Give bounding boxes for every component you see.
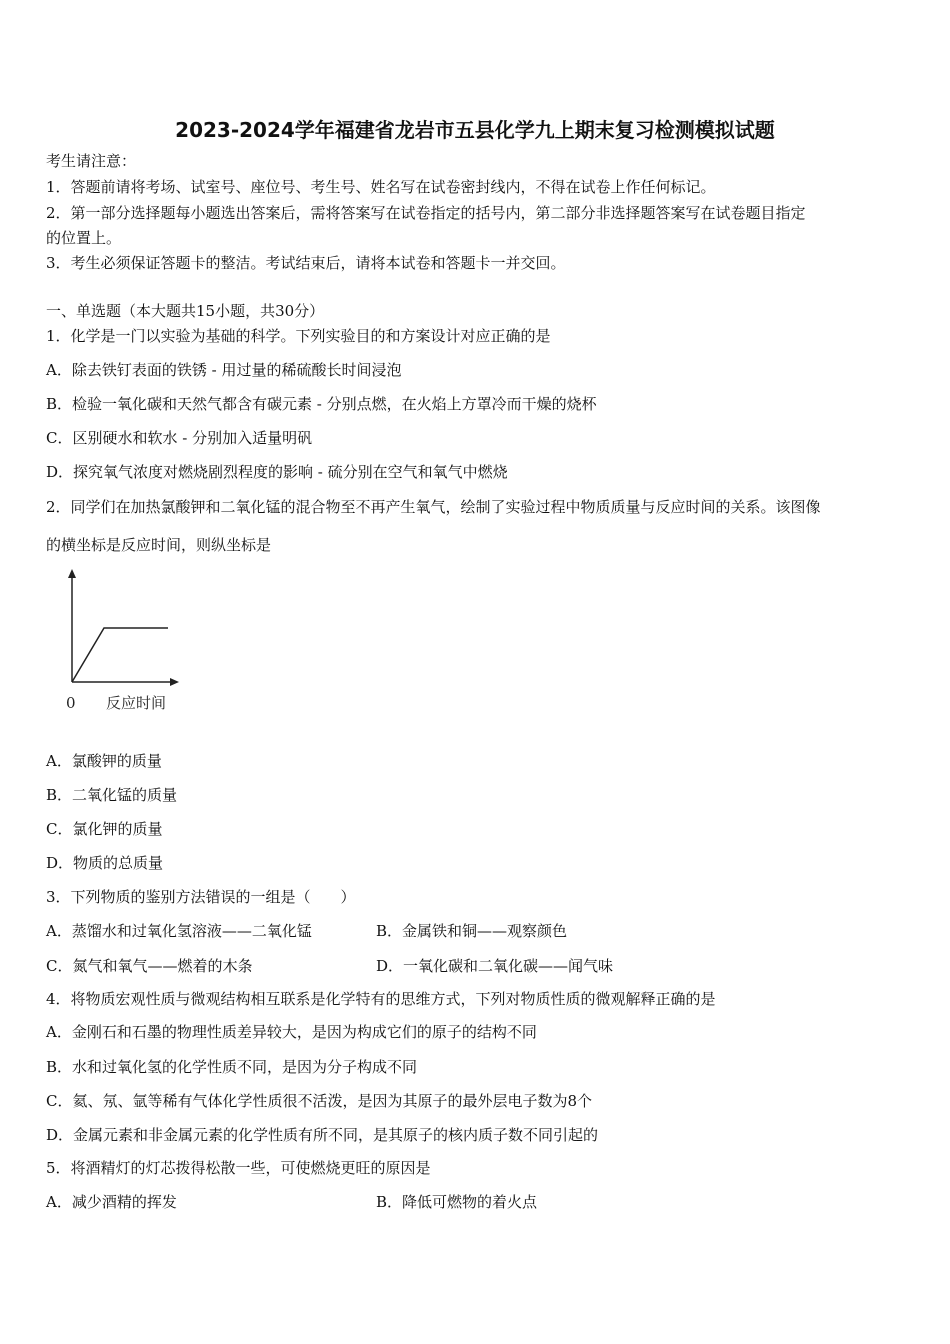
question-4-stem: 4．将物质宏观性质与微观结构相互联系是化学特有的思维方式，下列对物质性质的微观解释正确的是 xyxy=(46,990,716,1008)
q1-option-c[interactable]: C．区别硬水和软水 - 分别加入适量明矾 xyxy=(46,429,313,447)
q2-option-b[interactable]: B．二氧化锰的质量 xyxy=(46,786,178,804)
q4-option-a[interactable]: A．金刚石和石墨的物理性质差异较大，是因为构成它们的原子的结构不同 xyxy=(46,1023,537,1041)
q1-option-b[interactable]: B．检验一氧化碳和天然气都含有碳元素 - 分别点燃，在火焰上方罩冷而干燥的烧杯 xyxy=(46,395,597,413)
x-axis-label: 反应时间 xyxy=(106,694,167,712)
q3-option-d[interactable]: D．一氧化碳和二氧化碳——闻气味 xyxy=(376,957,614,975)
notice-heading: 考生请注意： xyxy=(46,152,137,170)
question-3-stem: 3．下列物质的鉴别方法错误的一组是（ ） xyxy=(46,888,356,906)
q1-option-d[interactable]: D．探究氧气浓度对燃烧剧烈程度的影响 - 硫分别在空气和氧气中燃烧 xyxy=(46,463,508,481)
q4-option-c[interactable]: C．氦、氖、氩等稀有气体化学性质很不活泼，是因为其原子的最外层电子数为8个 xyxy=(46,1092,593,1110)
question-2-stem: 2．同学们在加热氯酸钾和二氧化锰的混合物至不再产生氧气，绘制了实验过程中物质质量与反应时间的关系。该图像 xyxy=(46,498,821,516)
q2-option-c[interactable]: C．氯化钾的质量 xyxy=(46,820,163,838)
q5-option-b[interactable]: B．降低可燃物的着火点 xyxy=(376,1193,538,1211)
notice-item: 的位置上。 xyxy=(46,229,122,247)
page-title: 2023-2024学年福建省龙岩市五县化学九上期末复习检测模拟试题 xyxy=(175,118,775,142)
x-axis-arrow xyxy=(170,678,179,686)
q3-option-b[interactable]: B．金属铁和铜——观察颜色 xyxy=(376,922,568,940)
q3-option-a[interactable]: A．蒸馏水和过氧化氢溶液——二氧化锰 xyxy=(46,922,312,940)
mass-time-graph xyxy=(58,566,198,716)
q3-option-c[interactable]: C．氮气和氧气——燃着的木条 xyxy=(46,957,253,975)
notice-item: 1．答题前请将考场、试室号、座位号、考生号、姓名写在试卷密封线内，不得在试卷上作任何标记。 xyxy=(46,178,716,196)
notice-item: 2．第一部分选择题每小题选出答案后，需将答案写在试卷指定的括号内，第二部分非选择题答案写在试卷题目指定 xyxy=(46,204,806,222)
q2-option-a[interactable]: A．氯酸钾的质量 xyxy=(46,752,162,770)
section-heading: 一、单选题（本大题共15小题，共30分） xyxy=(46,302,325,320)
origin-label: 0 xyxy=(66,694,76,712)
q4-option-d[interactable]: D．金属元素和非金属元素的化学性质有所不同，是其原子的核内质子数不同引起的 xyxy=(46,1126,599,1144)
q4-option-b[interactable]: B．水和过氧化氢的化学性质不同，是因为分子构成不同 xyxy=(46,1058,418,1076)
q5-option-a[interactable]: A．减少酒精的挥发 xyxy=(46,1193,177,1211)
question-2-stem-cont: 的横坐标是反应时间，则纵坐标是 xyxy=(46,536,272,554)
question-1-stem: 1．化学是一门以实验为基础的科学。下列实验目的和方案设计对应正确的是 xyxy=(46,327,551,345)
notice-item: 3．考生必须保证答题卡的整洁。考试结束后，请将本试卷和答题卡一并交回。 xyxy=(46,254,566,272)
graph-curve xyxy=(72,628,168,682)
q1-option-a[interactable]: A．除去铁钉表面的铁锈 - 用过量的稀硫酸长时间浸泡 xyxy=(46,361,402,379)
question-5-stem: 5．将酒精灯的灯芯拨得松散一些，可使燃烧更旺的原因是 xyxy=(46,1159,431,1177)
y-axis-arrow xyxy=(68,569,76,578)
q2-option-d[interactable]: D．物质的总质量 xyxy=(46,854,164,872)
